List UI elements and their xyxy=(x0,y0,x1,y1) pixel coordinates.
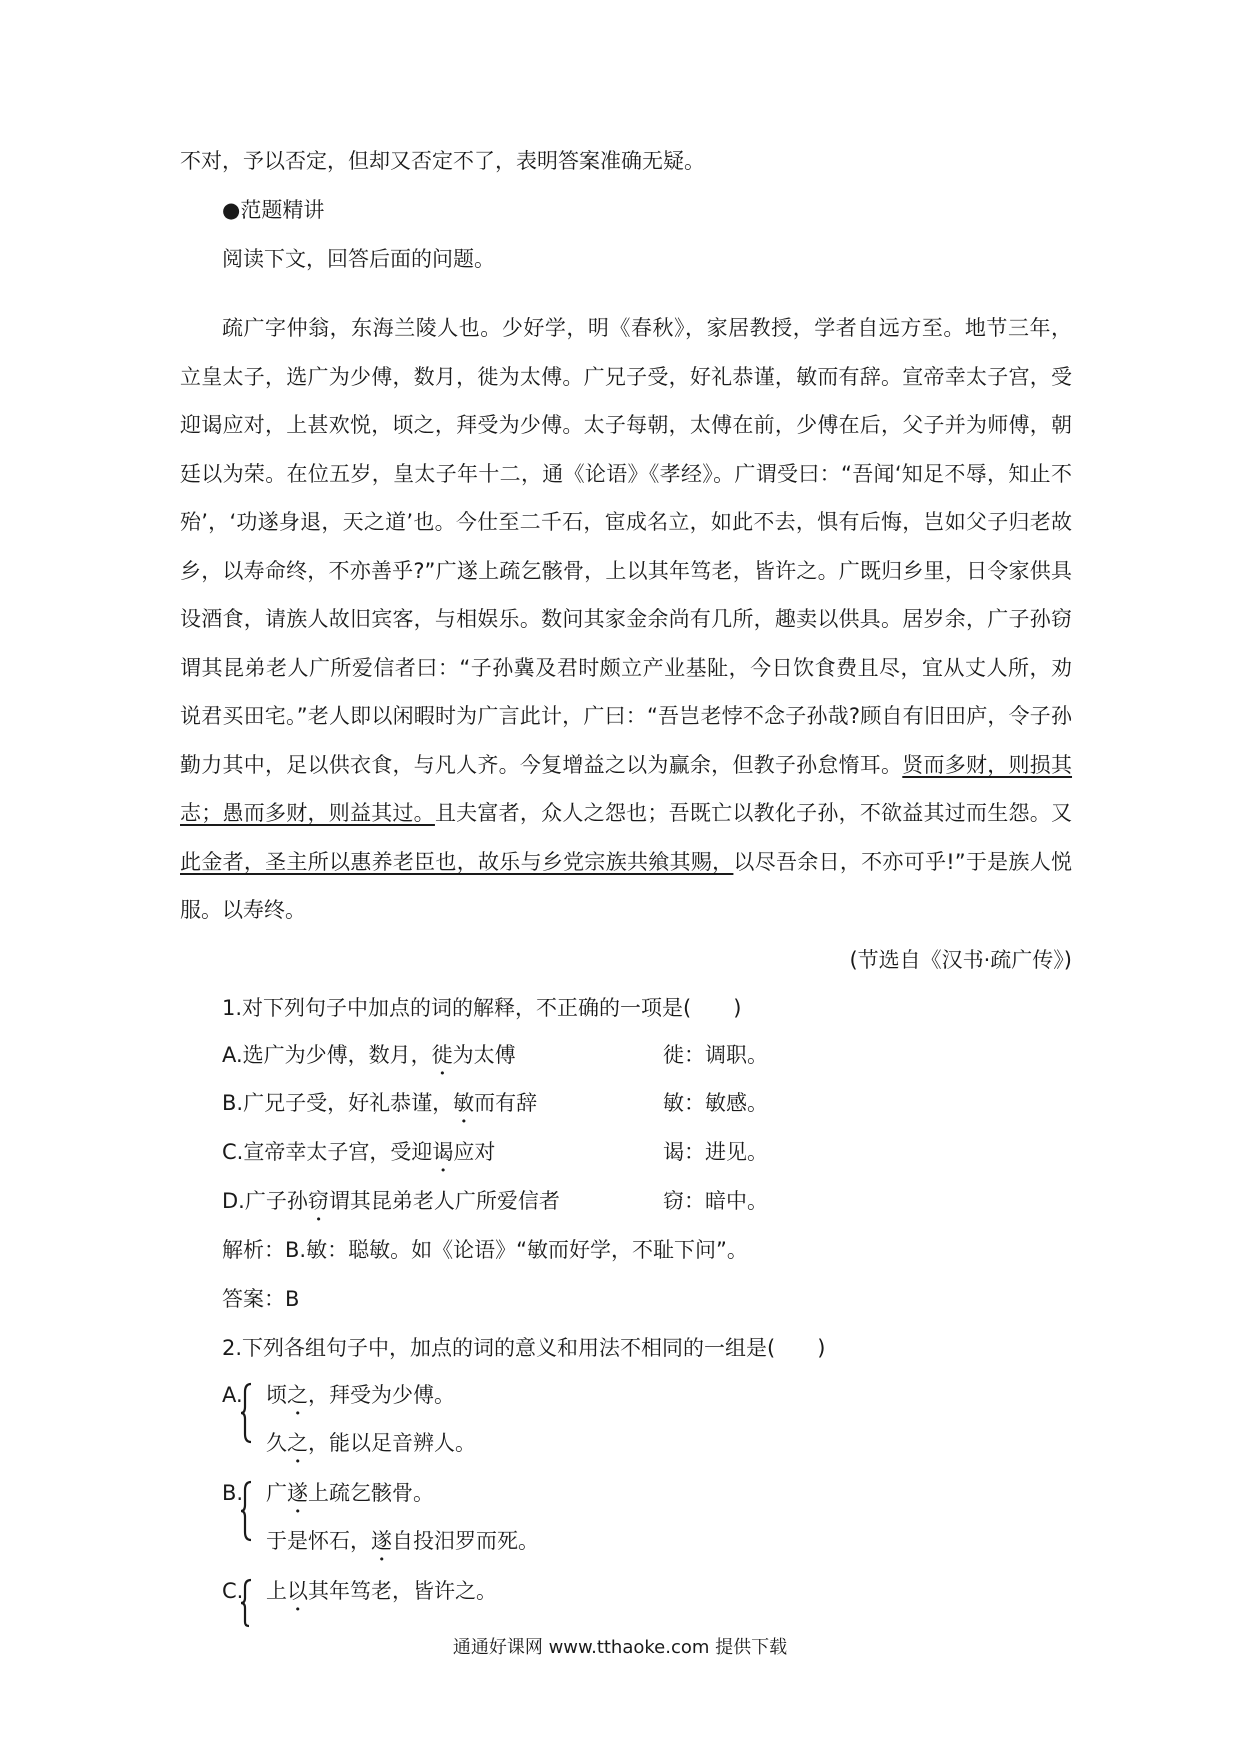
dotted-word: 窃 xyxy=(307,1189,329,1213)
instruction: 阅读下文，回答后面的问题。 xyxy=(222,247,495,271)
q1-gloss-c: 谒：进见。 xyxy=(663,1140,768,1164)
q1-option-c: C.宣帝幸太子宫，受迎谒应对 xyxy=(222,1140,496,1164)
q1-answer: 答案：B xyxy=(222,1287,300,1311)
top-line: 不对，予以否定，但却又否定不了，表明答案准确无疑。 xyxy=(180,149,705,173)
q1-option-d: D.广子孙窃谓其昆弟老人广所爱信者 xyxy=(222,1189,560,1213)
q2-group-b-label: B. xyxy=(222,1481,244,1505)
dotted-word: 谒 xyxy=(432,1140,454,1164)
page-footer: 通通好课网 www.tthaoke.com 提供下载 xyxy=(452,1637,788,1658)
q1-analysis: 解析：B.敏：聪敏。如《论语》“敏而好学，不耻下问”。 xyxy=(222,1238,748,1262)
q2-a-line-1: 顷之，拜受为少傅。 xyxy=(266,1383,455,1407)
source-citation: (节选自《汉书·疏广传》) xyxy=(849,948,1072,972)
dotted-word: 徙 xyxy=(431,1043,453,1067)
q2-group-c-label: C. xyxy=(222,1579,244,1603)
q1-gloss-b: 敏：敏感。 xyxy=(663,1091,768,1115)
underlined-sentence-2: 此金者，圣主所以惠养老臣也，故乐与乡党宗族共飨其赐， xyxy=(180,849,734,874)
question-1-stem: 1.对下列句子中加点的词的解释，不正确的一项是( ) xyxy=(222,996,742,1020)
q1-option-b: B.广兄子受，好礼恭谨，敏而有辞 xyxy=(222,1091,538,1115)
dotted-word: 以 xyxy=(287,1579,308,1603)
passage-text-3: 以尽吾余日，不亦可乎!”于是族人悦服。以寿终。 xyxy=(180,849,1073,922)
underlined-sentence-1: 贤而多财，则损其志；愚而多财，则益其过。 xyxy=(180,752,1073,825)
dotted-word: 遂 xyxy=(287,1481,308,1505)
passage-text-1: 疏广字仲翁，东海兰陵人也。少好学，明《春秋》，家居教授，学者自远方至。地节三年，立皇太子，选广为少傅，数月，徙为太傅。广兄子受，好礼恭谨，敏而有辞。宣帝幸太子宫，受迎谒应对，上甚欢悦，顷之，拜受为少傅。太子每朝，太傅在前，少傅在后，父子并为师傅，朝廷以为荣。在位五岁，皇太子年十二，通《论语》《孝经》。广谓受曰：“吾闻‘知足不辱，知止不殆’，‘功遂身退，天之道’也。今仕至二千石，宦成名立，如此不去，惧有后悔，岂如父子归老故乡，以寿命终，不亦善乎?”广遂上疏乞骸骨，上以其年笃老，皆许之。广既归乡里，日令家供具设酒食，请族人故旧宾客，与相娱乐。数问其家金余尚有几所，趣卖以供具。居岁余，广子孙窃谓其昆弟老人广所爱信者曰：“子孙冀及君时颇立产业基阯，今日饮食费且尽，宜从丈人所，劝说君买田宅。”老人即以闲暇时为广言此计，广曰：“吾岂老悖不念子孙哉?顾自有旧田庐，令子孙勤力其中，足以供衣食，与凡人齐。今复增益之以为赢余，但教子孙怠惰耳。 xyxy=(180,316,1072,777)
brace-b xyxy=(240,1480,252,1542)
section-heading: ●范题精讲 xyxy=(222,198,325,222)
q1-gloss-d: 窃：暗中。 xyxy=(663,1189,768,1213)
q1-option-a: A.选广为少傅，数月，徙为太傅 xyxy=(222,1043,516,1067)
q2-b-line-2: 于是怀石，遂自投汨罗而死。 xyxy=(266,1529,539,1553)
dotted-word: 之 xyxy=(287,1383,308,1407)
dotted-word: 遂 xyxy=(371,1529,392,1553)
brace-c xyxy=(240,1578,252,1628)
q1-gloss-a: 徙：调职。 xyxy=(663,1043,768,1067)
dotted-word: 之 xyxy=(287,1431,308,1455)
passage-text-2: 且夫富者，众人之怨也；吾既亡以教化子孙，不欲益其过而生怨。又 xyxy=(434,801,1073,825)
q2-group-a-label: A. xyxy=(222,1383,243,1407)
question-2-stem: 2.下列各组句子中，加点的词的意义和用法不相同的一组是( ) xyxy=(222,1336,826,1360)
brace-a xyxy=(240,1382,252,1444)
q2-a-line-2: 久之，能以足音辨人。 xyxy=(266,1431,476,1455)
q2-c-line-1: 上以其年笃老，皆许之。 xyxy=(266,1579,497,1603)
q2-b-line-1: 广遂上疏乞骸骨。 xyxy=(266,1481,434,1505)
dotted-word: 敏 xyxy=(453,1091,475,1115)
passage xyxy=(180,304,1072,935)
